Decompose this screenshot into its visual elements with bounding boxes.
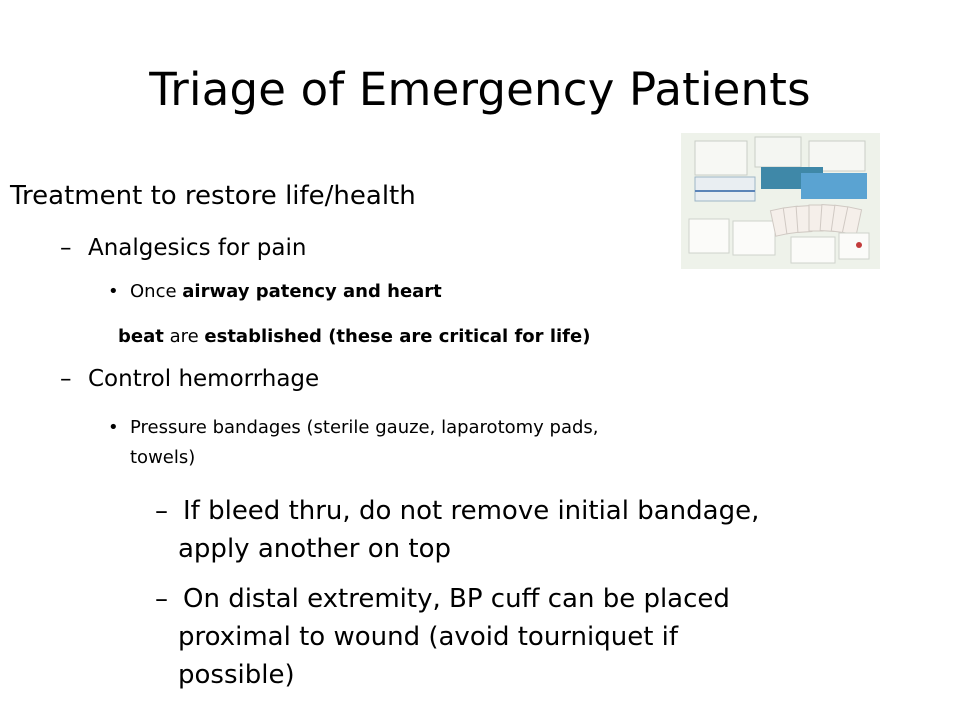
subsub-bleed-thru-text: If bleed thru, do not remove initial bandage, xyxy=(183,496,760,526)
subsub-bp-cuff-wrap-2: possible) xyxy=(178,660,295,690)
subpoint-analgesics-text: Analgesics for pain xyxy=(88,235,307,261)
subsub-bleed-thru xyxy=(155,496,759,526)
subsub-bp-cuff xyxy=(155,584,730,614)
main-point: Treatment to restore life/health xyxy=(10,181,416,211)
subpoint-analgesics xyxy=(60,235,306,261)
continuation-bold-established: established (these are critical for life) xyxy=(204,326,591,347)
bullet-pressure-bandages-text: Pressure bandages (sterile gauze, laparotomy pads, xyxy=(130,417,599,438)
dash-marker: – xyxy=(155,584,168,614)
bullet-airway xyxy=(108,281,442,302)
continuation-bold-beat: beat xyxy=(118,326,164,347)
bullet-marker: • xyxy=(108,281,119,302)
bullet-marker: • xyxy=(108,417,119,438)
dash-marker: – xyxy=(155,496,168,526)
bullet-airway-continuation xyxy=(118,326,590,347)
bullet-airway-text-plain: Once xyxy=(130,281,183,302)
subpoint-hemorrhage-text: Control hemorrhage xyxy=(88,366,320,392)
subsub-bp-cuff-text: On distal extremity, BP cuff can be placed xyxy=(183,584,730,614)
bullet-pressure-bandages-wrap: towels) xyxy=(130,447,196,468)
gauze-bandages-photo xyxy=(681,133,880,269)
dash-marker: – xyxy=(60,235,72,261)
subsub-bp-cuff-wrap-1: proximal to wound (avoid tourniquet if xyxy=(178,622,679,652)
subpoint-hemorrhage xyxy=(60,366,319,392)
gauze-illustration xyxy=(681,133,880,269)
bullet-airway-text-bold: airway patency and heart xyxy=(182,281,442,302)
subsub-bleed-thru-wrap: apply another on top xyxy=(178,534,452,564)
dash-marker: – xyxy=(60,366,72,392)
slide-title: Triage of Emergency Patients xyxy=(149,63,811,116)
continuation-plain: are xyxy=(163,326,205,347)
bullet-pressure-bandages xyxy=(108,417,599,438)
